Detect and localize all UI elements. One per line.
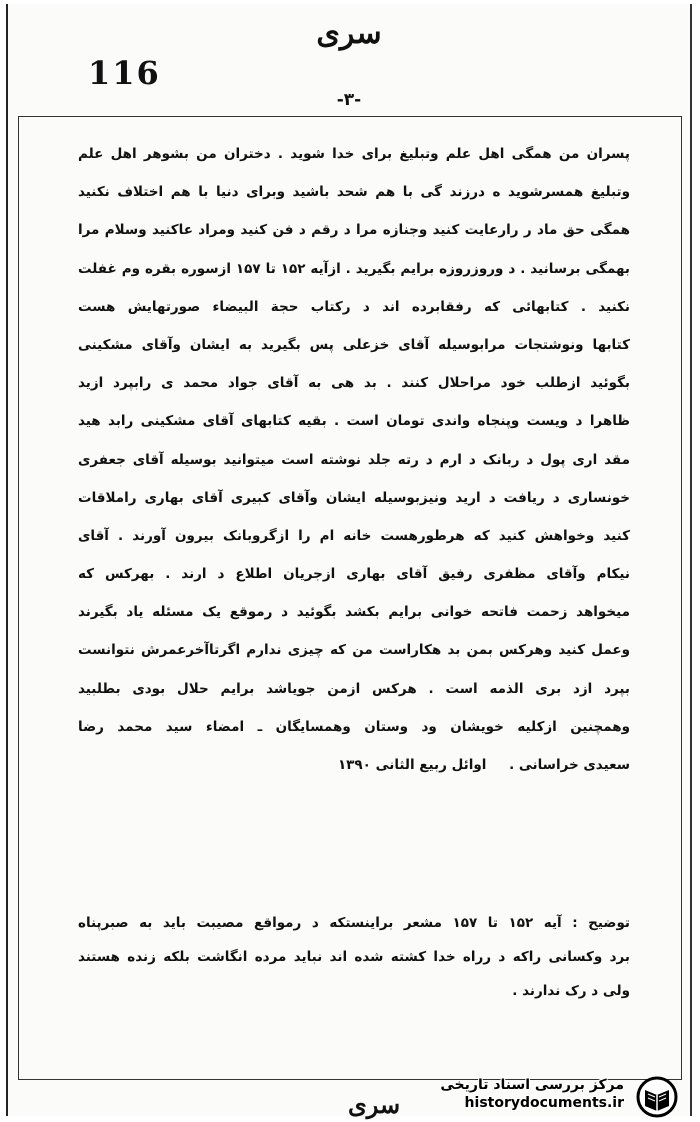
body-line: میخواهد زحمت فاتحه خوانی برایم بکشد بگوئید د رموقع یک مسئله یاد بگیرند [78,604,630,621]
explanatory-note [78,912,630,1014]
book-emblem-icon [632,1076,682,1118]
body-line: ظاهرا د ویست وپنجاه واندی تومان است . بقیه کتابهای آقای مشکینی رابد هید [78,413,630,430]
body-line: بپرد ازد بری الذمه است . هرکس ازمن جویاشد برایم حلال بودی بطلبید [78,680,630,697]
body-line: نیکام وآقای مظفری رفیق آقای بهاری ازجریان اطلاع د ارند . بهرکس که [78,566,630,583]
note-line: توضیح : آیه ۱۵۲ تا ۱۵۷ مشعر براینستکه د رمواقع مصیبت باید به صبرپناه [78,915,630,931]
watermark-name: مرکز بررسی اسناد تاریخی [440,1077,624,1093]
page-marker: -۳- [336,90,362,110]
body-line: کتابها ونوشتجات مرابوسیله آقای خزعلی پس بگیرید به ایشان وآقای مشکینی [78,336,630,353]
archive-watermark [410,1076,690,1116]
body-line: وعمل کنید وهرکس بمن بد هکاراست من که چیزی ندارم اگرتاآخرعمرش نتوانست [78,642,630,659]
body-line: پسران من همگی اهل علم وتبلیغ برای خدا شوید . دختران من بشوهر اهل علم [78,146,630,162]
closing-line [78,754,630,792]
body-line: بهمگی برسانید . د وروزروزه برایم بگیرید . ازآیه ۱۵۲ تا ۱۵۷ ازسوره بقره وم غفلت [78,260,630,277]
body-line: نکنید . کتابهائی که رفقابرده اند د رکتاب حجة البیضاء صورتهایش هست [78,298,630,315]
body-line: بگوئید ازطلب خود مراحلال کنند . بد هی به آقای جواد محمد ی رابپرد ازید [78,375,630,392]
header-title: سری [316,16,382,51]
closing-date: اوائل ربیع الثانی ۱۳۹۰ [337,757,487,773]
body-line: کنید وخواهش کنید که هرطورهست خانه ام را ازگروبانک بیرون آورند . آقای [78,527,630,544]
page-number: 116 [88,54,161,92]
note-line: ولی د رک ندارند . [512,983,630,999]
note-line: برد وکسانی راکه د رراه خدا کشته شده اند نباید مرده انگاشت بلکه زنده هستند [78,949,630,965]
body-line: وهمچنین ازکلیه خویشان ود وستان وهمسایگان ـ امضاء سید محمد رضا [78,718,630,735]
watermark-url: historydocuments.ir [464,1095,624,1111]
letter-body [78,143,630,792]
body-line: خونساری د ریافت د ارید ونیزبوسیله ایشان وآقای کبیری آقای بهاری راملاقات [78,489,630,506]
footer-signature: سری [348,1090,401,1119]
body-line: مقد اری پول د ربانک د ارم د رته جلد نوشته است میتوانید بوسیله آقای جعفری [78,451,630,468]
body-line: همگی حق ماد ر رارعایت کنید وجنازه مرا د رقم د فن کنید ومراد عاکنید وسلام مرا [78,222,630,239]
watermark-text [440,1076,624,1112]
closing-name: سعیدی خراسانی . [509,757,630,773]
body-line: وتبلیغ همسرشوید ه درزند گی با هم شحد باشید وبرای دنیا با هم اختلاف نکنید [78,184,630,201]
